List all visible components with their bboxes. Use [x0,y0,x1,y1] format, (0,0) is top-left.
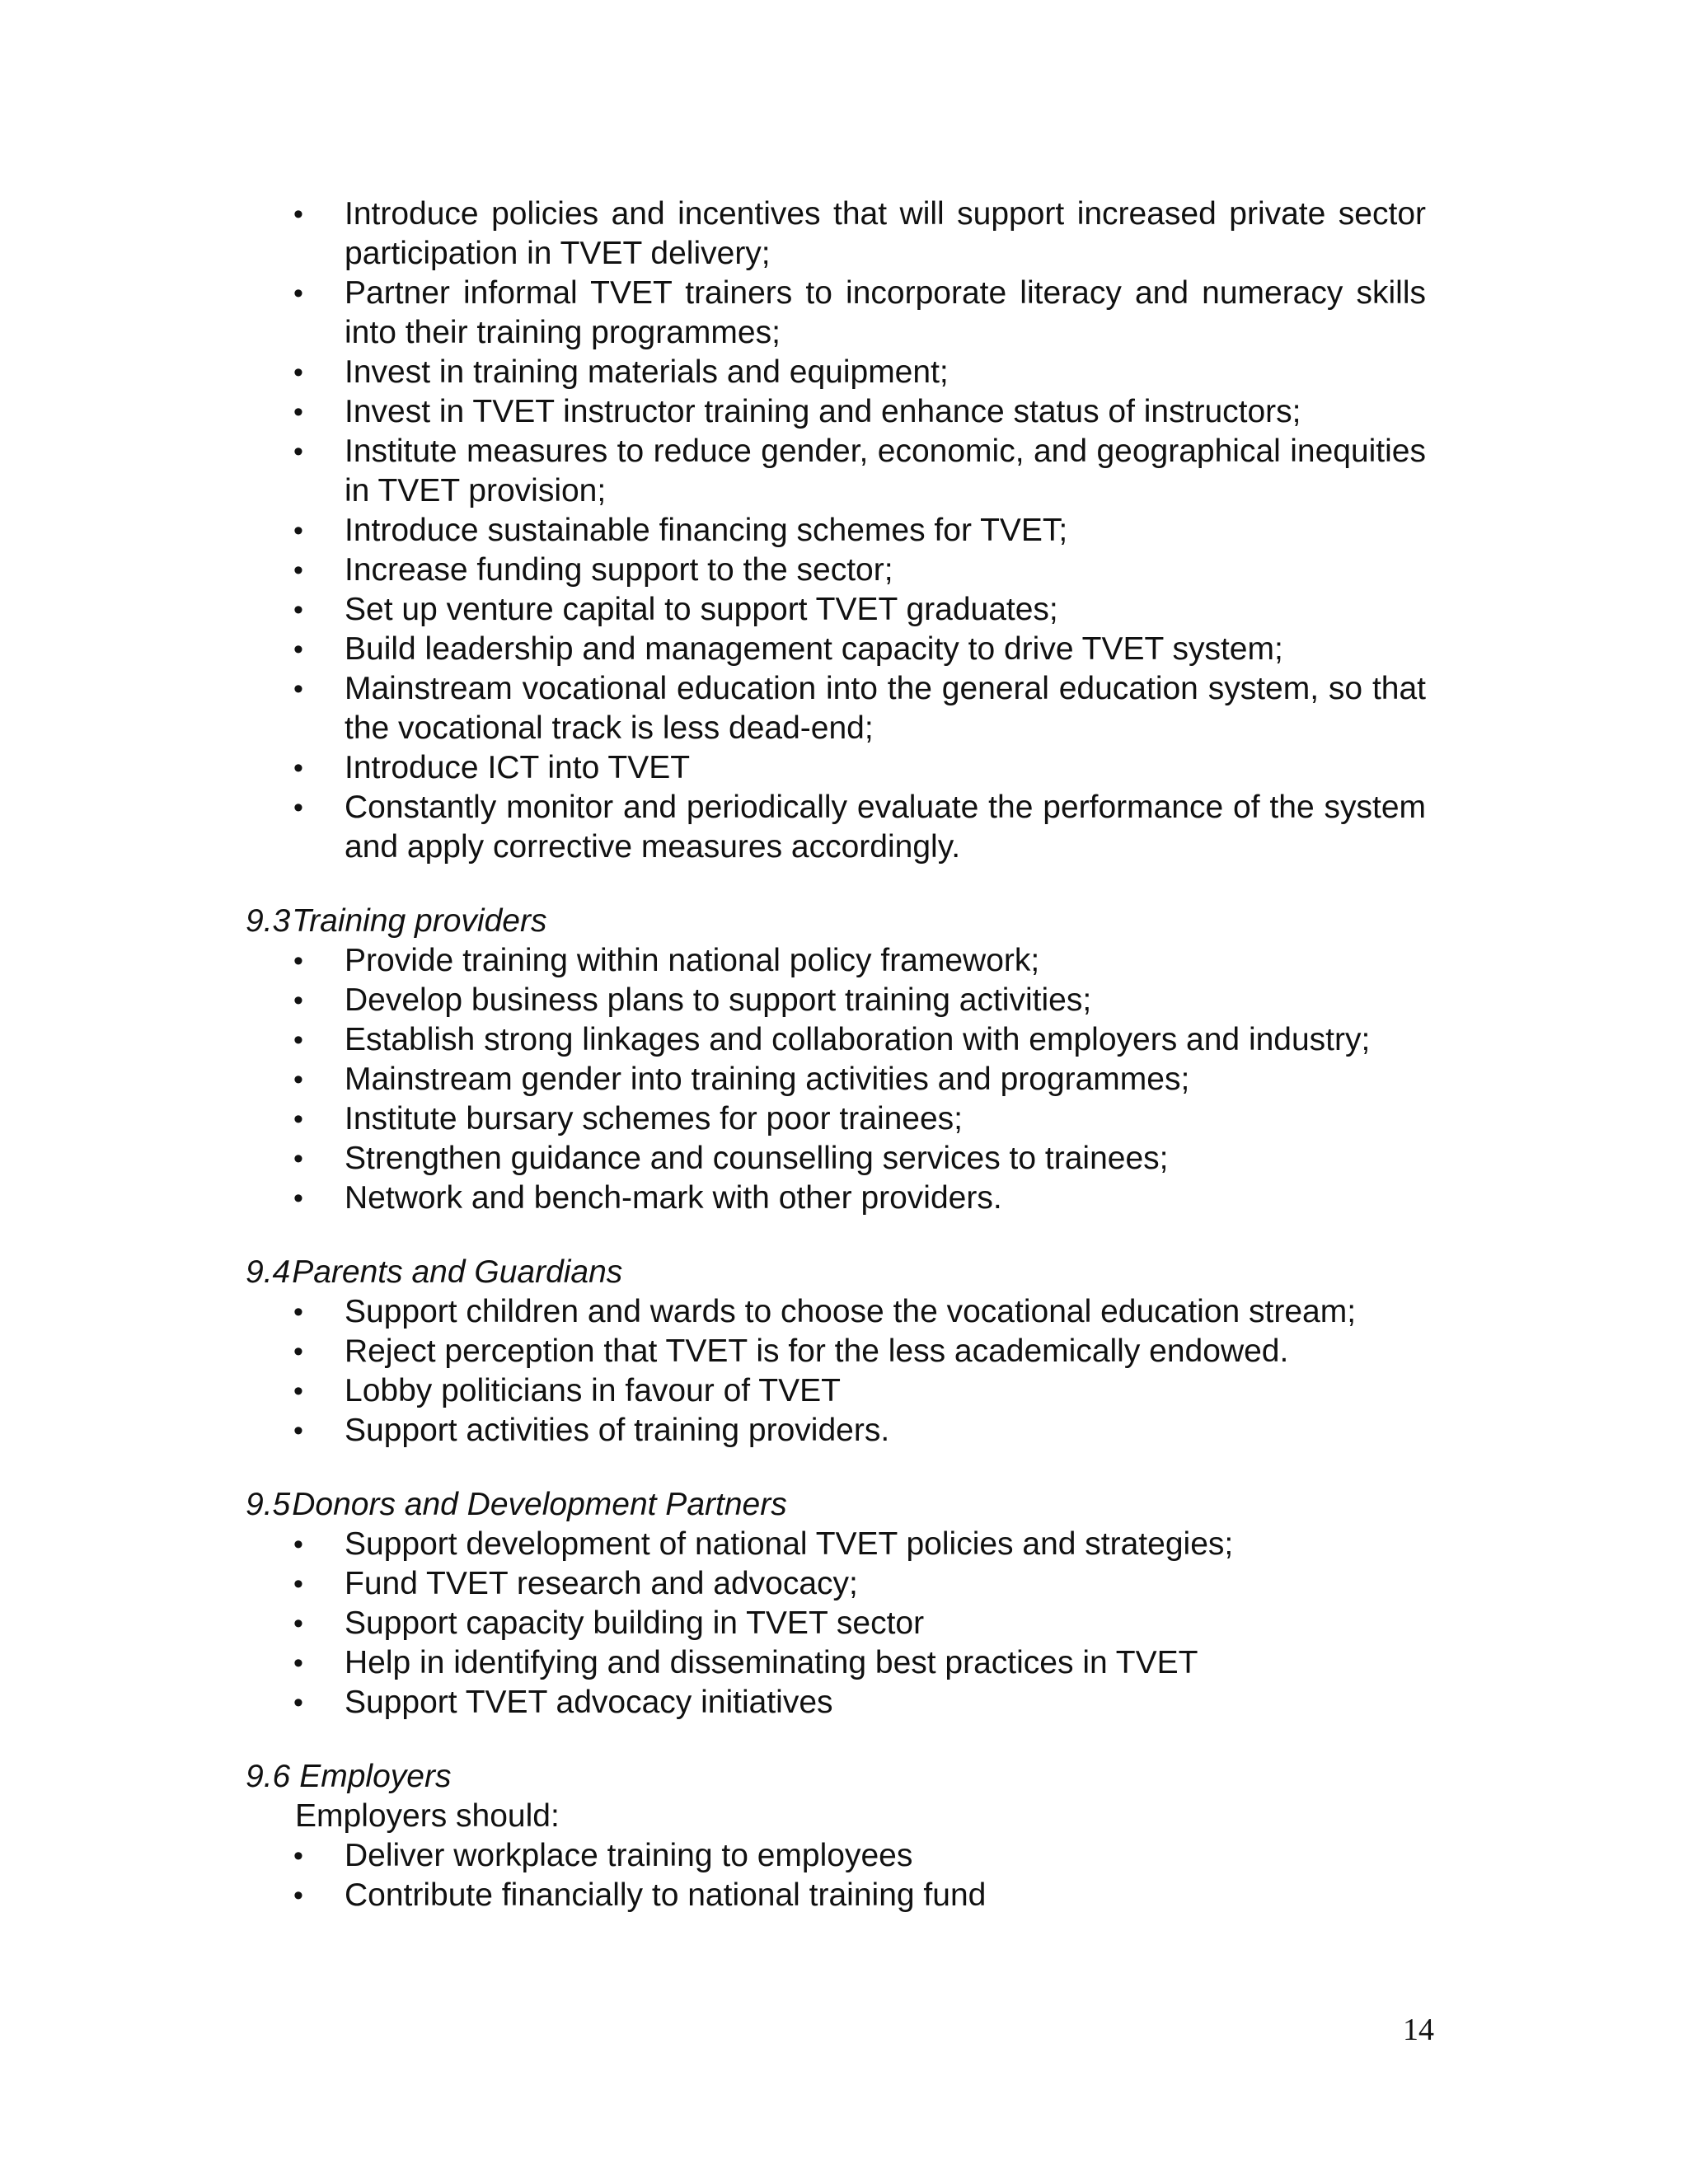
bullet-icon: • [293,1143,303,1174]
bullet-icon: • [293,1376,303,1407]
list-item-text: Constantly monitor and periodically evaluate the performance of the system and apply corrective measures accordingly. [345,790,1426,865]
bullet-icon: • [293,1529,303,1560]
bullet-icon: • [293,1415,303,1446]
list-item [293,941,1426,981]
list-item [293,1179,1426,1218]
list-item-text: Support children and wards to choose the vocational education stream; [345,1294,1357,1329]
list-item [293,1371,1426,1411]
list-item [293,590,1426,630]
section-number: 9.5 [246,1487,291,1522]
bullet-icon: • [293,1647,303,1679]
bullet-list [246,1292,1426,1451]
bullet-list [246,1525,1426,1722]
list-item [293,1876,1426,1915]
page-number: 14 [1403,2013,1434,2047]
bullet-icon: • [293,634,303,665]
list-item-text: Mainstream gender into training activities and programmes; [345,1062,1190,1097]
list-item [293,1411,1426,1451]
list-item-text: Contribute financially to national training fund [345,1877,987,1913]
bullet-list [246,1836,1426,1915]
list-item-text: Strengthen guidance and counselling services to trainees; [345,1141,1169,1176]
list-item-text: Lobby politicians in favour of TVET [345,1373,841,1408]
bullet-icon: • [293,985,303,1016]
list-item [293,511,1426,551]
list-item [293,551,1426,590]
section-heading [246,1253,1426,1292]
list-item [293,1643,1426,1683]
list-item-text: Deliver workplace training to employees [345,1838,913,1873]
bullet-icon: • [293,1840,303,1872]
section-title: Training providers [292,903,547,939]
section-title: Employers [299,1759,452,1794]
bullet-icon: • [293,1104,303,1135]
bullet-icon: • [293,1183,303,1214]
bullet-icon: • [293,396,303,428]
list-item [293,1683,1426,1722]
section-number: 9.4 [246,1254,291,1290]
list-item [293,274,1426,353]
list-item [293,1060,1426,1099]
section-donors-partners [246,1485,1426,1722]
list-item [293,1292,1426,1332]
bullet-icon: • [293,436,303,467]
list-item-text: Institute bursary schemes for poor trainees; [345,1101,964,1137]
list-item-text: Partner informal TVET trainers to incorporate literacy and numeracy skills into their training programmes; [345,275,1426,350]
list-item [293,669,1426,748]
bullet-icon: • [293,594,303,626]
list-item-text: Support activities of training providers. [345,1413,890,1448]
bullet-list [246,941,1426,1218]
section-heading [246,1757,1426,1797]
section-heading [246,902,1426,941]
bullet-icon: • [293,1064,303,1095]
list-item [293,630,1426,669]
list-item [293,1020,1426,1060]
list-item-text: Build leadership and management capacity to drive TVET system; [345,631,1283,667]
list-item-text: Support TVET advocacy initiatives [345,1685,833,1720]
bullet-icon: • [293,1880,303,1911]
list-item-text: Support development of national TVET policies and strategies; [345,1526,1234,1562]
list-item-text: Introduce policies and incentives that will support increased private sector participation in TVET delivery; [345,196,1426,271]
list-item-text: Introduce sustainable financing schemes for TVET; [345,513,1068,548]
bullet-icon: • [293,278,303,309]
section-intro: Employers should: [295,1798,560,1834]
list-item-text: Invest in TVET instructor training and enhance status of instructors; [345,394,1301,429]
list-item-text: Provide training within national policy framework; [345,943,1040,978]
bullet-icon: • [293,945,303,977]
bullet-icon: • [293,1024,303,1056]
bullet-icon: • [293,199,303,230]
list-item-text: Fund TVET research and advocacy; [345,1566,858,1601]
section-title: Donors and Development Partners [292,1487,787,1522]
section-parents-guardians [246,1253,1426,1451]
bullet-icon: • [293,792,303,823]
section-employers [246,1757,1426,1915]
list-item-text: Reject perception that TVET is for the less academically endowed. [345,1333,1289,1369]
section-number: 9.3 [246,903,291,939]
list-item-text: Institute measures to reduce gender, economic, and geographical inequities in TVET provision; [345,434,1426,509]
section-heading [246,1485,1426,1525]
bullet-icon: • [293,1296,303,1328]
bullet-list-top [246,194,1426,867]
list-item-text: Introduce ICT into TVET [345,750,691,785]
bullet-icon: • [293,1687,303,1718]
list-item-text: Increase funding support to the sector; [345,552,893,588]
list-item [293,1332,1426,1371]
list-item [293,1836,1426,1876]
bullet-icon: • [293,555,303,586]
list-item-text: Network and bench-mark with other providers. [345,1180,1002,1216]
list-item-text: Support capacity building in TVET sector [345,1605,925,1641]
list-item-text: Help in identifying and disseminating best practices in TVET [345,1645,1198,1680]
list-item [293,1139,1426,1179]
list-item-text: Establish strong linkages and collaboration with employers and industry; [345,1022,1371,1057]
bullet-icon: • [293,1336,303,1367]
list-item [293,1604,1426,1643]
bullet-icon: • [293,673,303,705]
list-item-text: Develop business plans to support training activities; [345,982,1092,1018]
section-number: 9.6 [246,1759,291,1794]
section-training-providers [246,902,1426,1218]
section-title: Parents and Guardians [292,1254,623,1290]
list-item [293,194,1426,274]
bullet-icon: • [293,752,303,784]
list-item [293,1525,1426,1564]
list-item [293,788,1426,867]
bullet-icon: • [293,1608,303,1639]
list-item [293,392,1426,432]
list-item [293,353,1426,392]
list-item-text: Set up venture capital to support TVET graduates; [345,592,1058,627]
bullet-icon: • [293,357,303,388]
list-item-text: Invest in training materials and equipment; [345,354,949,390]
list-item-text: Mainstream vocational education into the general education system, so that the vocational track is less dead-end; [345,671,1426,746]
list-item [293,432,1426,511]
list-item [293,1564,1426,1604]
bullet-icon: • [293,1568,303,1600]
bullet-icon: • [293,515,303,546]
list-item [293,1099,1426,1139]
list-item [293,981,1426,1020]
page-content [246,194,1426,1915]
list-item [293,748,1426,788]
